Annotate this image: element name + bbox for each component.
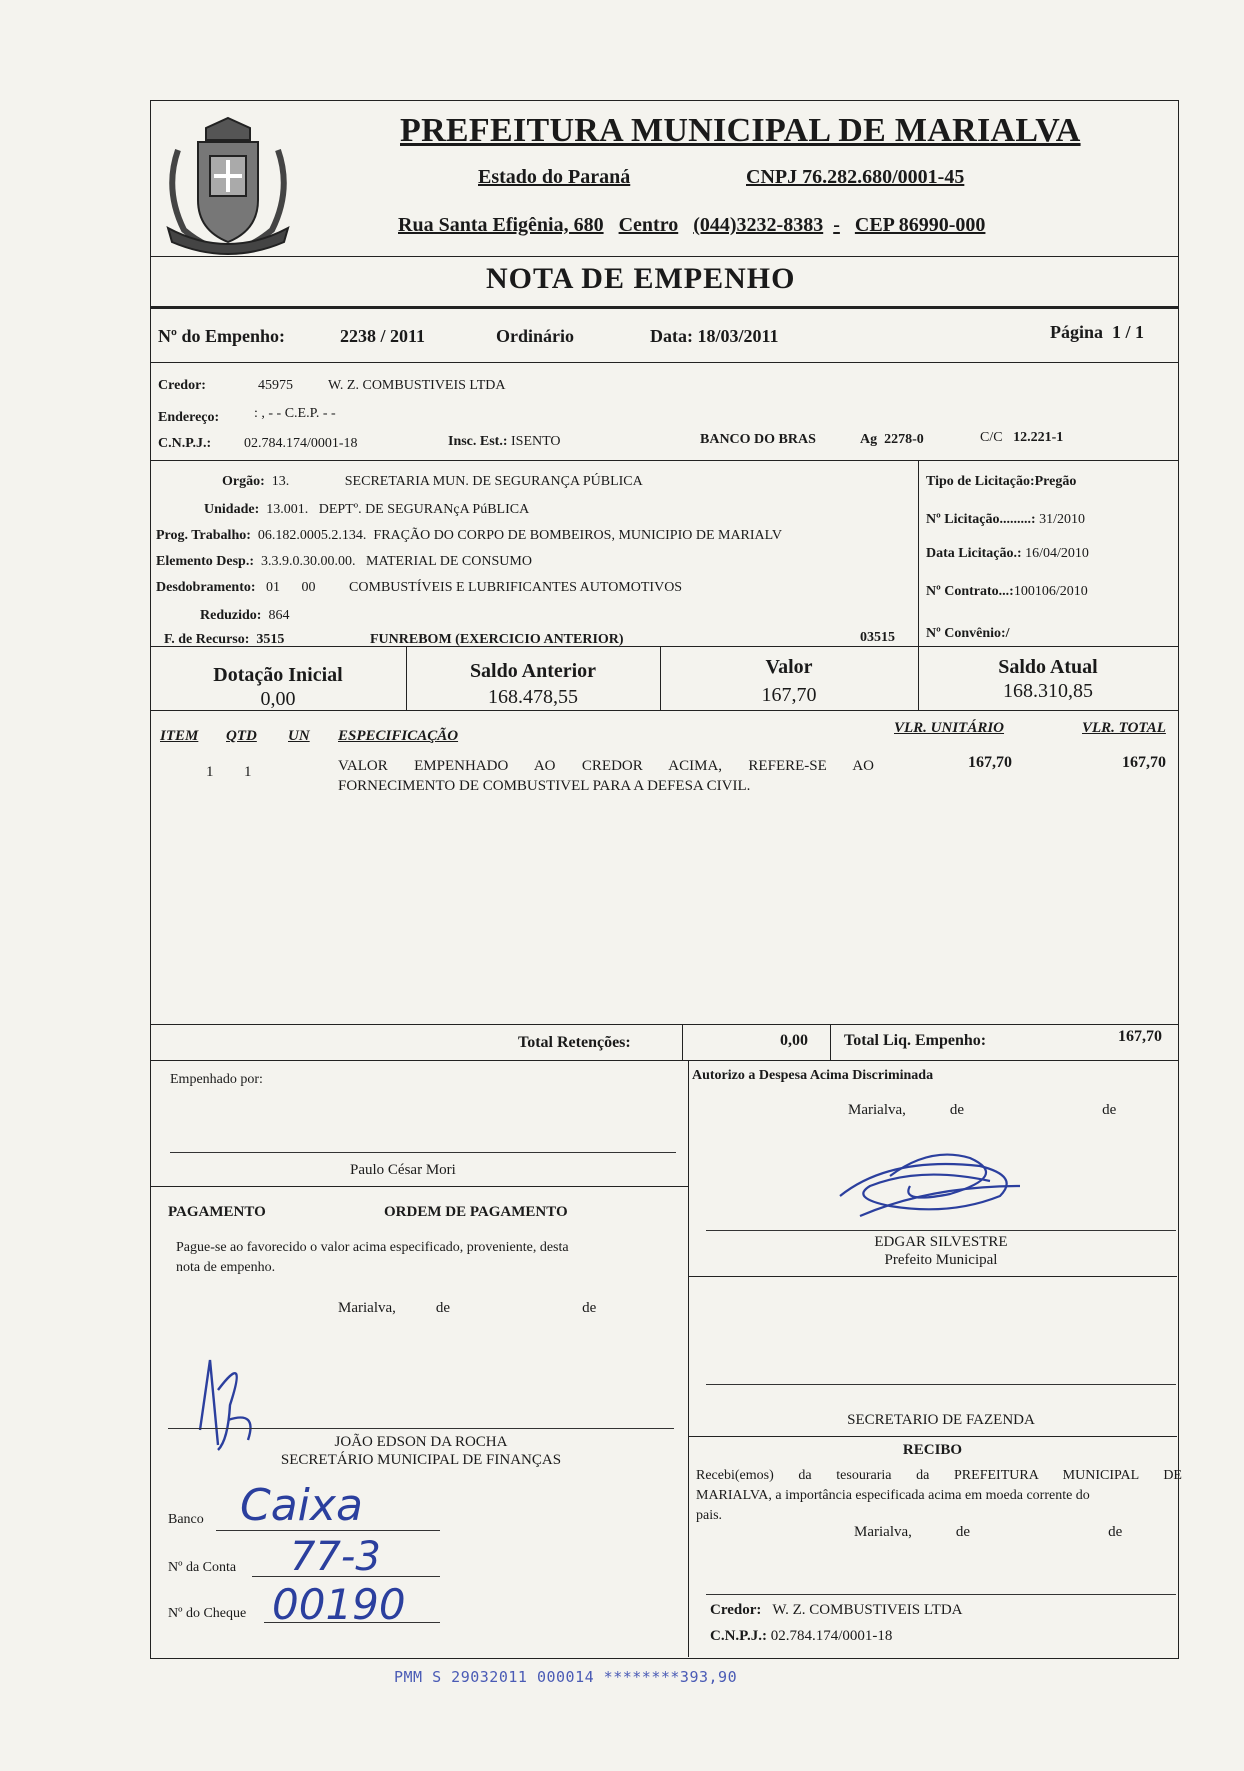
saldo-atual-label: Saldo Atual: [998, 656, 1098, 678]
prefeito-signature: [830, 1146, 1030, 1226]
elemento-row: [156, 554, 532, 570]
bank-cc: [980, 430, 1063, 446]
dotacao-value: 0,00: [260, 688, 296, 710]
de-5: de: [955, 1524, 971, 1540]
row-total: 167,70: [1122, 754, 1166, 771]
pagamento-label: PAGAMENTO: [168, 1204, 266, 1220]
insc-value: ISENTO: [511, 434, 561, 449]
city-2: Marialva,: [338, 1300, 396, 1316]
de-2: de: [1102, 1102, 1117, 1118]
city-3: Marialva,: [854, 1524, 912, 1540]
doc-title: NOTA DE EMPENHO: [486, 262, 796, 295]
valor-value: 167,70: [761, 684, 817, 706]
reduzido-row: [200, 608, 289, 624]
financas-title: SECRETÁRIO MUNICIPAL DE FINANÇAS: [280, 1452, 562, 1468]
desd-code2: 00: [301, 580, 316, 595]
cheque-handwritten: 00190: [272, 1580, 406, 1629]
credor-code: 45975: [258, 378, 293, 393]
bank-name: BANCO DO BRAS: [700, 432, 816, 447]
row-item: 1: [206, 764, 214, 780]
page-label: Página: [1050, 322, 1104, 342]
conta-label: Nº da Conta: [168, 1560, 237, 1575]
contrato-value: 100106/2010: [1013, 584, 1088, 599]
reduzido-label: Reduzido:: [200, 608, 262, 623]
date-label: Data:: [650, 326, 693, 346]
elem-name: MATERIAL DE CONSUMO: [366, 554, 532, 569]
fazenda-title: SECRETARIO DE FAZENDA: [847, 1412, 1035, 1428]
unidade-name: DEPTº. DE SEGURANçA PúBLICA: [318, 502, 530, 517]
banco-label: Banco: [168, 1512, 204, 1527]
desdobramento-row: [156, 580, 682, 596]
liq-value: 167,70: [1118, 1028, 1162, 1045]
desd-name: COMBUSTÍVEIS E LUBRIFICANTES AUTOMOTIVOS: [349, 580, 683, 595]
recibo-line3: pais.: [696, 1508, 723, 1523]
licitacao-numero-value: 31/2010: [1039, 512, 1085, 527]
pague-line2: nota de empenho.: [176, 1260, 276, 1275]
de-1: de: [949, 1102, 965, 1118]
city: Marialva,: [848, 1102, 906, 1118]
row-spec-line2: FORNECIMENTO DE COMBUSTIVEL PARA A DEFESA CIVIL.: [338, 778, 751, 794]
retencoes-value: 0,00: [780, 1032, 808, 1049]
orgao-name: SECRETARIA MUN. DE SEGURANÇA PÚBLICA: [344, 474, 643, 489]
licitacao-data-label: Data Licitação.:: [926, 546, 1022, 561]
licitacao-data-value: 16/04/2010: [1025, 546, 1089, 561]
ordem-label: ORDEM DE PAGAMENTO: [384, 1204, 568, 1220]
recibo-line1: Recebi(emos) da tesouraria da PREFEITURA MUNICIPAL DE: [696, 1468, 1182, 1483]
col-qtd: QTD: [226, 728, 257, 744]
ag-value: 2278-0: [884, 432, 924, 447]
col-un: UN: [288, 728, 310, 744]
retencoes-label: Total Retenções:: [518, 1034, 631, 1051]
autorizo-text: Autorizo a Despesa Acima Discriminada: [692, 1068, 934, 1083]
unidade-code: 13.001.: [266, 502, 309, 517]
unidade-row: [204, 502, 529, 518]
page-number: [1050, 322, 1144, 343]
saldo-anterior-value: 168.478,55: [488, 686, 578, 708]
de-3: de: [435, 1300, 451, 1316]
address-label: Endereço:: [158, 410, 220, 425]
desd-code1: 01: [266, 580, 281, 595]
address-value: : , - - C.E.P. - -: [254, 406, 336, 421]
credor-cnpj-label: C.N.P.J.:: [158, 436, 212, 451]
conta-handwritten: 77-3: [290, 1534, 381, 1580]
address-line: Rua Santa Efigênia, 680 Centro (044)3232-8383 - CEP 86990-000: [398, 214, 986, 236]
street: Rua Santa Efigênia, 680: [398, 214, 604, 236]
valor-label: Valor: [765, 656, 813, 678]
prefeito-name: EDGAR SILVESTRE: [874, 1234, 1008, 1250]
cheque-label: Nº do Cheque: [168, 1606, 247, 1621]
financas-name: JOÃO EDSON DA ROCHA: [334, 1434, 508, 1450]
recurso-code: 3515: [256, 632, 285, 647]
col-item: ITEM: [160, 728, 199, 744]
col-spec: ESPECIFICAÇÃO: [338, 728, 459, 744]
contrato: [926, 584, 1088, 600]
dotacao-label: Dotação Inicial: [213, 664, 343, 686]
cnpj-header: CNPJ 76.282.680/0001-45: [746, 166, 965, 188]
recibo-date: [854, 1524, 1122, 1541]
autorizo-date: [848, 1102, 1116, 1119]
empenho-number: 2238 / 2011: [340, 326, 426, 346]
coat-of-arms: [158, 110, 298, 258]
empenho-type: Ordinário: [496, 326, 575, 346]
credor-cnpj: 02.784.174/0001-18: [244, 436, 358, 451]
elem-code: 3.3.9.0.30.00.00.: [261, 554, 356, 569]
elem-label: Elemento Desp.:: [156, 554, 254, 569]
prefeitura-title: PREFEITURA MUNICIPAL DE MARIALVA: [400, 112, 1081, 149]
row-unit: 167,70: [968, 754, 1012, 771]
cc-value: 12.221-1: [1013, 430, 1064, 445]
recibo-line2: MARIALVA, a importância especificada acima em moeda corrente do: [696, 1488, 1090, 1503]
col-total: VLR. TOTAL: [1082, 720, 1166, 736]
row-spec-line1: VALOR EMPENHADO AO CREDOR ACIMA, REFERE-SE AO: [338, 758, 874, 774]
saldo-anterior-label: Saldo Anterior: [469, 660, 597, 682]
prog-name: FRAÇÃO DO CORPO DE BOMBEIROS, MUNICIPIO DE MARIALV: [373, 528, 783, 543]
insc-label: Insc. Est.:: [448, 434, 508, 449]
prefeito-title: Prefeito Municipal: [884, 1252, 998, 1268]
payment-stamp: PMM S 29032011 000014 ********393,90: [394, 1668, 738, 1686]
desd-label: Desdobramento:: [156, 580, 256, 595]
phone: (044)3232-8383: [693, 214, 824, 236]
pague-date: [338, 1300, 596, 1317]
recurso-num: 03515: [860, 630, 895, 645]
empenhado-label: Empenhado por:: [170, 1072, 263, 1087]
recibo-cnpj-value: 02.784.174/0001-18: [770, 1628, 893, 1644]
licitacao-tipo: Tipo de Licitação:Pregão: [926, 474, 1077, 489]
cep: CEP 86990-000: [854, 214, 986, 236]
licitacao-numero: [926, 512, 1085, 528]
date-value: 18/03/2011: [697, 326, 779, 346]
credor-label: Credor:: [158, 378, 206, 393]
cc-label: C/C: [980, 430, 1003, 445]
de-4: de: [582, 1300, 597, 1316]
prog-label: Prog. Trabalho:: [156, 528, 251, 543]
recurso-name: FUNREBOM (EXERCICIO ANTERIOR): [370, 632, 624, 647]
recibo-credor: [710, 1602, 963, 1619]
prog-code: 06.182.0005.2.134.: [257, 528, 367, 543]
bank-ag: [860, 432, 924, 448]
district: Centro: [618, 214, 679, 236]
orgao-row: [222, 474, 643, 490]
empenhado-name: Paulo César Mori: [350, 1162, 456, 1178]
recurso-label: F. de Recurso:: [164, 632, 250, 647]
liq-label: Total Liq. Empenho:: [844, 1032, 987, 1049]
contrato-label: Nº Contrato...:: [926, 584, 1014, 599]
de-6: de: [1108, 1524, 1123, 1540]
state-text: Estado do Paraná: [478, 166, 631, 188]
recibo-cnpj: [710, 1628, 892, 1645]
empenho-label: Nº do Empenho:: [158, 326, 285, 346]
reduzido-value: 864: [268, 608, 290, 623]
saldo-atual-value: 168.310,85: [1003, 680, 1093, 702]
row-qtd: 1: [244, 764, 252, 780]
empenho-date: [650, 326, 779, 347]
recibo-cnpj-label: C.N.P.J.:: [710, 1628, 767, 1644]
recibo-credor-name: W. Z. COMBUSTIVEIS LTDA: [772, 1602, 963, 1618]
insc-est: [448, 434, 561, 450]
pague-line1: Pague-se ao favorecido o valor acima especificado, proveniente, desta: [176, 1240, 569, 1255]
page-value: 1 / 1: [1112, 322, 1145, 342]
banco-handwritten: Caixa: [240, 1480, 363, 1531]
col-unit: VLR. UNITÁRIO: [894, 720, 1005, 736]
convenio: Nº Convênio:/: [926, 626, 1010, 641]
licitacao-numero-label: Nº Licitação.........:: [926, 512, 1036, 527]
licitacao-data: [926, 546, 1089, 562]
credor-name: W. Z. COMBUSTIVEIS LTDA: [328, 378, 506, 393]
orgao-label: Orgão:: [222, 474, 265, 489]
prog-row: [156, 528, 782, 544]
orgao-code: 13.: [271, 474, 290, 489]
ag-label: Ag: [860, 432, 878, 447]
recibo-credor-label: Credor:: [710, 1602, 762, 1618]
recibo-title: RECIBO: [902, 1442, 963, 1458]
unidade-label: Unidade:: [204, 502, 260, 517]
